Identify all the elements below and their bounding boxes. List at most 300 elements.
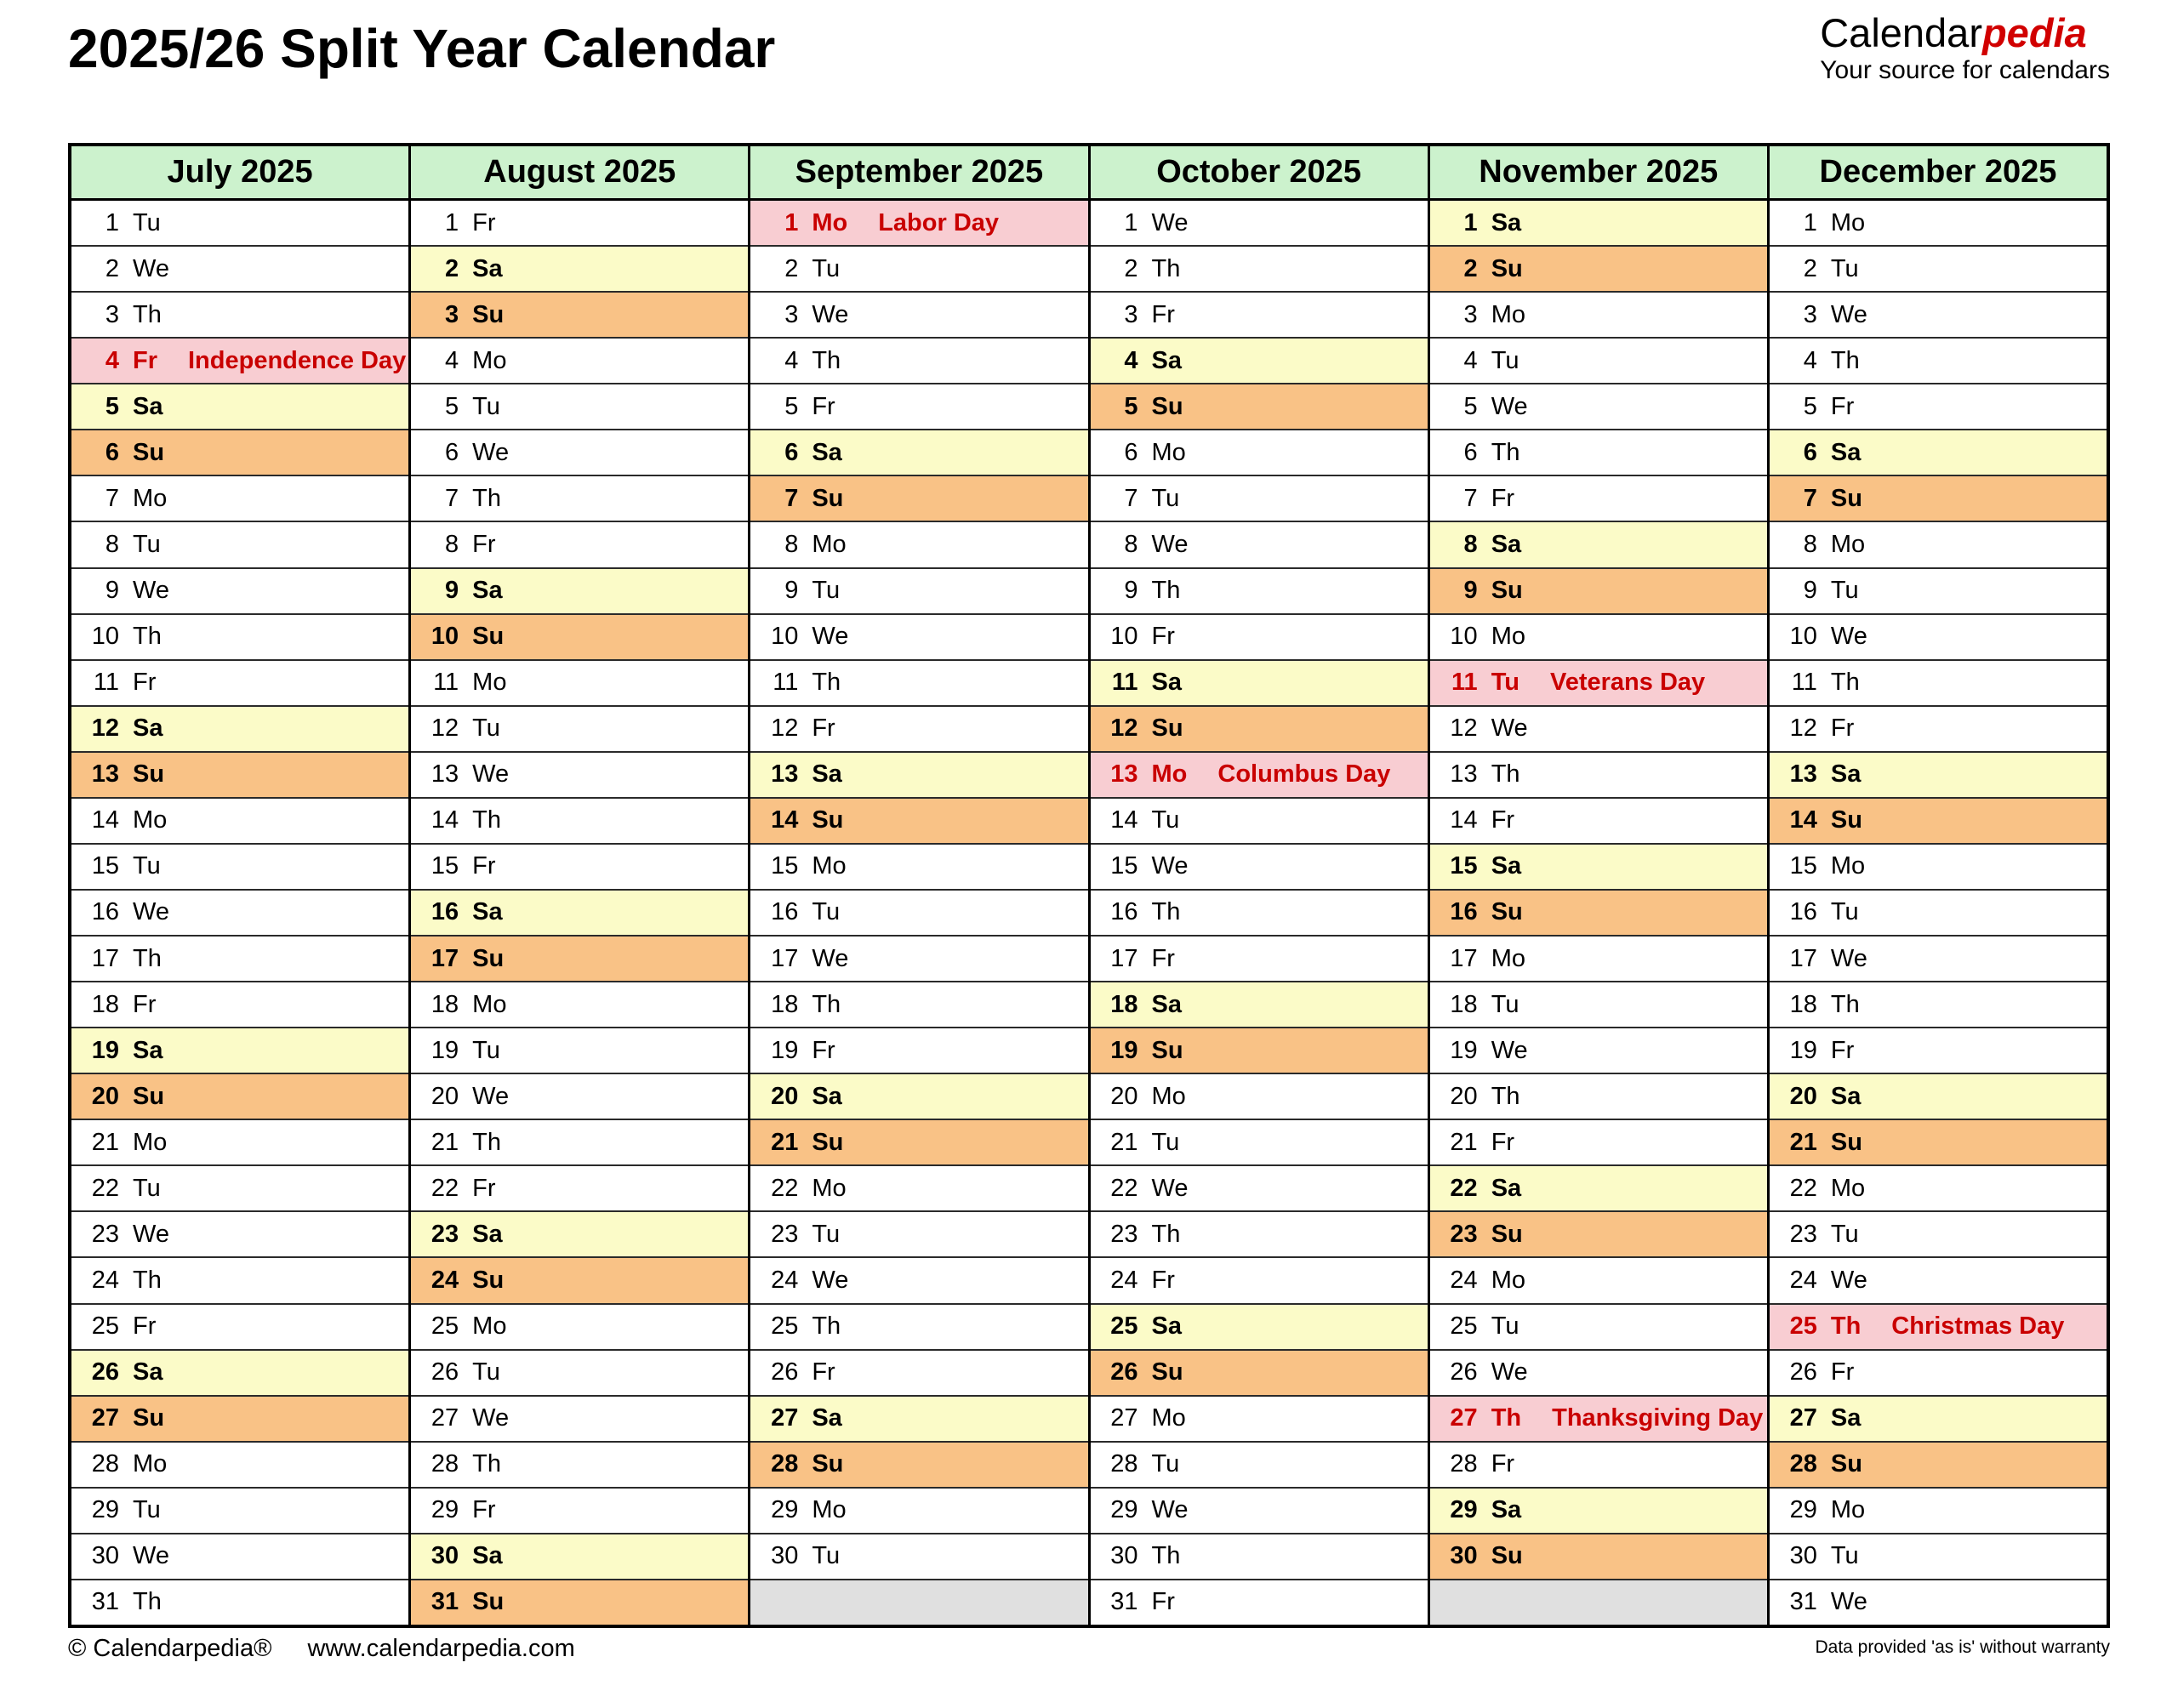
day-number: 14 — [1450, 806, 1478, 834]
day-number: 31 — [430, 1588, 459, 1616]
day-cell-july-30 — [71, 1533, 408, 1579]
weekday-label: We — [1491, 1358, 1528, 1386]
day-cell-october-6 — [1091, 429, 1428, 475]
day-number: 7 — [105, 484, 119, 512]
weekday-label: Tu — [1151, 806, 1180, 834]
weekday-label: Su — [1491, 1220, 1523, 1248]
weekday-label: Th — [812, 346, 841, 374]
day-number: 19 — [91, 1036, 119, 1064]
weekday-label: Su — [1151, 715, 1183, 743]
day-number: 28 — [1450, 1450, 1478, 1478]
weekday-label: Tu — [472, 715, 500, 743]
month-column-november — [1428, 146, 1767, 1625]
day-number: 6 — [1463, 438, 1478, 466]
day-number: 14 — [91, 806, 119, 834]
month-header-november: November 2025 — [1430, 146, 1767, 201]
calendarpedia-brand — [1820, 12, 2110, 85]
day-number: 23 — [1789, 1220, 1817, 1248]
day-number: 3 — [1463, 300, 1478, 328]
weekday-label: Th — [1151, 898, 1181, 926]
weekday-label: Th — [133, 1588, 162, 1616]
day-number: 22 — [771, 1174, 799, 1202]
day-cell-july-28 — [71, 1441, 408, 1487]
day-number: 1 — [1463, 208, 1478, 236]
weekday-label: Sa — [1830, 1404, 1862, 1432]
weekday-label: Tu — [812, 1542, 841, 1570]
weekday-label: Tu — [133, 852, 161, 880]
day-number: 11 — [1451, 669, 1478, 697]
day-number: 19 — [1450, 1036, 1478, 1064]
day-number: 27 — [1789, 1404, 1817, 1432]
day-number: 15 — [430, 852, 459, 880]
day-number: 24 — [771, 1266, 799, 1294]
weekday-label: We — [1830, 1266, 1867, 1294]
day-cell-october-15 — [1091, 843, 1428, 889]
day-cell-november-17 — [1430, 935, 1767, 981]
day-number: 10 — [771, 623, 799, 651]
day-number: 13 — [1450, 760, 1478, 789]
day-cell-november-16 — [1430, 889, 1767, 935]
brand-tagline: Your source for calendars — [1820, 55, 2110, 84]
day-cell-october-7 — [1091, 475, 1428, 521]
day-number: 24 — [1110, 1266, 1138, 1294]
weekday-label: Sa — [1830, 1082, 1862, 1110]
weekday-label: Fr — [812, 715, 835, 743]
month-header-august: August 2025 — [411, 146, 748, 201]
day-number: 28 — [771, 1450, 799, 1478]
day-cell-july-26 — [71, 1349, 408, 1395]
day-number: 29 — [1450, 1496, 1478, 1524]
day-number: 6 — [445, 438, 459, 466]
day-cell-october-19 — [1091, 1027, 1428, 1073]
day-cell-december-29 — [1770, 1487, 2107, 1533]
day-number: 9 — [784, 577, 799, 605]
day-cell-november-29 — [1430, 1487, 1767, 1533]
day-cell-july-7 — [71, 475, 408, 521]
day-cell-december-20 — [1770, 1073, 2107, 1119]
day-number: 30 — [1450, 1542, 1478, 1570]
day-number: 2 — [784, 254, 799, 282]
day-number: 4 — [784, 346, 799, 374]
weekday-label: Mo — [1491, 623, 1525, 651]
weekday-label: Tu — [812, 898, 841, 926]
weekday-label: Sa — [1151, 346, 1182, 374]
day-number: 31 — [91, 1588, 119, 1616]
weekday-label: Th — [133, 300, 162, 328]
day-number: 28 — [430, 1450, 459, 1478]
day-cell-november-28 — [1430, 1441, 1767, 1487]
day-cell-october-22 — [1091, 1164, 1428, 1210]
weekday-label: Sa — [1491, 208, 1522, 236]
weekday-label: Tu — [1491, 990, 1519, 1018]
day-cell-november-22 — [1430, 1164, 1767, 1210]
weekday-label: Th — [812, 1312, 841, 1341]
day-number: 3 — [1124, 300, 1138, 328]
day-number: 17 — [1789, 944, 1817, 972]
day-cell-september-7 — [750, 475, 1087, 521]
day-cell-july-3 — [71, 291, 408, 337]
day-number: 5 — [105, 392, 119, 420]
day-number: 26 — [1450, 1358, 1478, 1386]
day-cell-november-6 — [1430, 429, 1767, 475]
day-cell-december-18 — [1770, 981, 2107, 1027]
day-number: 11 — [773, 669, 799, 697]
weekday-label: We — [133, 254, 169, 282]
day-cell-october-28 — [1091, 1441, 1428, 1487]
weekday-label: Su — [1151, 392, 1183, 420]
weekday-label: Tu — [1151, 1450, 1180, 1478]
day-number: 17 — [91, 944, 119, 972]
day-number: 17 — [430, 944, 459, 972]
day-cell-november-20 — [1430, 1073, 1767, 1119]
day-cell-december-15 — [1770, 843, 2107, 889]
weekday-label: Fr — [1151, 944, 1175, 972]
day-number: 19 — [430, 1036, 459, 1064]
day-cell-october-27 — [1091, 1395, 1428, 1441]
website-link[interactable]: www.calendarpedia.com — [307, 1635, 575, 1662]
day-cell-october-3 — [1091, 291, 1428, 337]
day-number: 27 — [1110, 1404, 1138, 1432]
day-cell-december-14 — [1770, 797, 2107, 843]
day-number: 16 — [1789, 898, 1817, 926]
weekday-label: Fr — [472, 1496, 496, 1524]
day-cell-september-14 — [750, 797, 1087, 843]
day-number: 13 — [771, 760, 799, 789]
weekday-label: Th — [472, 806, 502, 834]
day-number: 9 — [445, 577, 459, 605]
day-number: 20 — [91, 1082, 119, 1110]
month-header-july: July 2025 — [71, 146, 408, 201]
day-cell-july-15 — [71, 843, 408, 889]
weekday-label: Sa — [1151, 669, 1182, 697]
day-cell-august-11 — [411, 659, 748, 705]
day-cell-july-25 — [71, 1303, 408, 1349]
day-cell-august-22 — [411, 1164, 748, 1210]
weekday-label: Sa — [472, 254, 503, 282]
weekday-label: We — [472, 1404, 510, 1432]
weekday-label: Su — [1491, 898, 1523, 926]
day-number: 9 — [1803, 577, 1817, 605]
empty-cell-november-31 — [1430, 1579, 1767, 1625]
day-cell-september-6 — [750, 429, 1087, 475]
day-number: 20 — [1789, 1082, 1817, 1110]
weekday-label: Mo — [1151, 438, 1186, 466]
weekday-label: Th — [1151, 1220, 1181, 1248]
day-cell-october-16 — [1091, 889, 1428, 935]
day-number: 21 — [771, 1128, 799, 1156]
day-number: 16 — [771, 898, 799, 926]
day-number: 2 — [1803, 254, 1817, 282]
weekday-label: Mo — [1491, 300, 1525, 328]
logo-text-red: pedia — [1981, 10, 2087, 55]
day-cell-november-30 — [1430, 1533, 1767, 1579]
day-cell-july-21 — [71, 1119, 408, 1164]
day-number: 18 — [430, 990, 459, 1018]
day-cell-september-2 — [750, 245, 1087, 291]
holiday-label: Christmas Day — [1891, 1312, 2065, 1341]
day-cell-november-18 — [1430, 981, 1767, 1027]
weekday-label: Sa — [133, 1036, 163, 1064]
day-cell-november-21 — [1430, 1119, 1767, 1164]
weekday-label: Th — [1151, 577, 1181, 605]
day-cell-july-31 — [71, 1579, 408, 1625]
day-cell-november-27 — [1430, 1395, 1767, 1441]
day-cell-december-6 — [1770, 429, 2107, 475]
weekday-label: Mo — [1830, 208, 1866, 236]
weekday-label: Sa — [133, 715, 163, 743]
day-number: 20 — [1450, 1082, 1478, 1110]
day-number: 22 — [1789, 1174, 1817, 1202]
day-cell-august-25 — [411, 1303, 748, 1349]
day-number: 17 — [1450, 944, 1478, 972]
weekday-label: Mo — [133, 806, 168, 834]
weekday-label: Mo — [472, 990, 507, 1018]
day-number: 22 — [91, 1174, 119, 1202]
day-cell-october-11 — [1091, 659, 1428, 705]
day-number: 13 — [91, 760, 119, 789]
day-cell-november-5 — [1430, 383, 1767, 429]
weekday-label: Tu — [472, 392, 500, 420]
day-cell-october-12 — [1091, 705, 1428, 751]
weekday-label: Th — [1491, 438, 1520, 466]
month-column-july — [71, 146, 408, 1625]
day-number: 15 — [91, 852, 119, 880]
weekday-label: Su — [1830, 1450, 1862, 1478]
day-cell-october-21 — [1091, 1119, 1428, 1164]
day-cell-august-12 — [411, 705, 748, 751]
day-number: 21 — [1450, 1128, 1478, 1156]
day-cell-october-2 — [1091, 245, 1428, 291]
day-cell-october-25 — [1091, 1303, 1428, 1349]
weekday-label: Th — [812, 990, 841, 1018]
weekday-label: Mo — [472, 1312, 507, 1341]
page-header — [68, 0, 2110, 143]
day-number: 29 — [771, 1496, 799, 1524]
day-cell-july-19 — [71, 1027, 408, 1073]
day-number: 7 — [1124, 484, 1138, 512]
day-number: 20 — [771, 1082, 799, 1110]
day-cell-july-20 — [71, 1073, 408, 1119]
weekday-label: We — [1830, 300, 1867, 328]
day-cell-september-17 — [750, 935, 1087, 981]
day-cell-november-9 — [1430, 567, 1767, 613]
weekday-label: Fr — [472, 208, 496, 236]
weekday-label: Tu — [812, 577, 841, 605]
day-number: 25 — [1789, 1312, 1817, 1341]
weekday-label: Tu — [812, 254, 841, 282]
weekday-label: Fr — [812, 1358, 835, 1386]
day-number: 19 — [1789, 1036, 1817, 1064]
calendarpedia-logo — [1820, 12, 2110, 55]
day-cell-december-30 — [1770, 1533, 2107, 1579]
day-number: 29 — [91, 1496, 119, 1524]
weekday-label: Su — [1151, 1036, 1183, 1064]
day-number: 26 — [1789, 1358, 1817, 1386]
weekday-label: Su — [133, 438, 165, 466]
day-cell-september-21 — [750, 1119, 1087, 1164]
day-number: 23 — [771, 1220, 799, 1248]
day-cell-october-30 — [1091, 1533, 1428, 1579]
day-number: 14 — [1110, 806, 1138, 834]
day-number: 25 — [1110, 1312, 1138, 1341]
weekday-label: Fr — [1491, 806, 1515, 834]
weekday-label: Tu — [1830, 1220, 1859, 1248]
weekday-label: Tu — [1491, 1312, 1519, 1341]
day-cell-july-16 — [71, 889, 408, 935]
weekday-label: We — [133, 1542, 169, 1570]
day-cell-october-26 — [1091, 1349, 1428, 1395]
day-cell-december-2 — [1770, 245, 2107, 291]
weekday-label: Fr — [133, 346, 157, 374]
weekday-label: Su — [812, 1450, 844, 1478]
weekday-label: Su — [812, 1128, 844, 1156]
day-number: 23 — [1450, 1220, 1478, 1248]
day-cell-july-10 — [71, 613, 408, 659]
weekday-label: Su — [1830, 484, 1862, 512]
day-number: 18 — [1789, 990, 1817, 1018]
day-number: 2 — [105, 254, 119, 282]
day-cell-august-1 — [411, 201, 748, 245]
weekday-label: Tu — [1830, 898, 1859, 926]
weekday-label: Sa — [1151, 1312, 1182, 1341]
weekday-label: Tu — [1151, 1128, 1180, 1156]
day-cell-august-14 — [411, 797, 748, 843]
day-number: 11 — [1111, 669, 1138, 697]
day-cell-september-24 — [750, 1256, 1087, 1302]
day-cell-july-22 — [71, 1164, 408, 1210]
day-cell-november-23 — [1430, 1210, 1767, 1256]
day-cell-december-17 — [1770, 935, 2107, 981]
weekday-label: We — [1151, 1496, 1189, 1524]
day-number: 15 — [1789, 852, 1817, 880]
day-cell-december-25 — [1770, 1303, 2107, 1349]
weekday-label: Fr — [472, 1174, 496, 1202]
month-header-september: September 2025 — [750, 146, 1087, 201]
weekday-label: We — [472, 760, 510, 789]
day-cell-july-12 — [71, 705, 408, 751]
day-cell-december-12 — [1770, 705, 2107, 751]
day-cell-september-5 — [750, 383, 1087, 429]
day-number: 27 — [430, 1404, 459, 1432]
copyright-text: © Calendarpedia® — [68, 1635, 272, 1662]
day-cell-august-31 — [411, 1579, 748, 1625]
day-number: 21 — [1789, 1128, 1817, 1156]
day-cell-december-21 — [1770, 1119, 2107, 1164]
weekday-label: Sa — [812, 1082, 842, 1110]
day-cell-july-5 — [71, 383, 408, 429]
weekday-label: We — [472, 438, 510, 466]
day-number: 11 — [433, 669, 459, 697]
day-cell-september-13 — [750, 751, 1087, 797]
day-number: 28 — [1110, 1450, 1138, 1478]
weekday-label: We — [133, 577, 169, 605]
day-number: 14 — [771, 806, 799, 834]
weekday-label: We — [812, 623, 849, 651]
day-cell-september-29 — [750, 1487, 1087, 1533]
day-number: 28 — [1789, 1450, 1817, 1478]
day-cell-october-9 — [1091, 567, 1428, 613]
weekday-label: Sa — [472, 1220, 503, 1248]
day-number: 4 — [1803, 346, 1817, 374]
weekday-label: Tu — [133, 530, 161, 558]
weekday-label: Su — [133, 760, 165, 789]
weekday-label: We — [133, 898, 169, 926]
day-number: 24 — [430, 1266, 459, 1294]
weekday-label: Su — [472, 1266, 505, 1294]
day-number: 17 — [1110, 944, 1138, 972]
day-number: 24 — [1450, 1266, 1478, 1294]
day-cell-august-13 — [411, 751, 748, 797]
day-cell-august-20 — [411, 1073, 748, 1119]
day-cell-july-4 — [71, 337, 408, 383]
day-number: 2 — [1124, 254, 1138, 282]
day-cell-october-31 — [1091, 1579, 1428, 1625]
day-number: 27 — [771, 1404, 799, 1432]
weekday-label: Mo — [812, 1496, 847, 1524]
weekday-label: Fr — [1491, 1128, 1515, 1156]
day-number: 3 — [445, 300, 459, 328]
calendar-table — [68, 143, 2110, 1628]
day-number: 18 — [91, 990, 119, 1018]
weekday-label: Sa — [812, 438, 842, 466]
day-cell-december-16 — [1770, 889, 2107, 935]
weekday-label: Fr — [1830, 392, 1855, 420]
page-title: 2025/26 Split Year Calendar — [68, 18, 776, 79]
day-cell-august-30 — [411, 1533, 748, 1579]
day-cell-october-29 — [1091, 1487, 1428, 1533]
weekday-label: Th — [1830, 990, 1860, 1018]
day-cell-november-8 — [1430, 521, 1767, 566]
weekday-label: Mo — [472, 669, 507, 697]
day-number: 15 — [1110, 852, 1138, 880]
day-cell-august-29 — [411, 1487, 748, 1533]
day-cell-november-25 — [1430, 1303, 1767, 1349]
weekday-label: Th — [133, 623, 162, 651]
day-number: 13 — [1110, 760, 1138, 789]
day-number: 8 — [445, 530, 459, 558]
day-number: 22 — [1450, 1174, 1478, 1202]
day-cell-december-31 — [1770, 1579, 2107, 1625]
day-number: 25 — [771, 1312, 799, 1341]
weekday-label: Tu — [1491, 669, 1519, 697]
disclaimer-text: Data provided 'as is' without warranty — [1815, 1637, 2110, 1657]
day-cell-august-3 — [411, 291, 748, 337]
day-cell-november-19 — [1430, 1027, 1767, 1073]
weekday-label: Th — [1491, 1082, 1520, 1110]
weekday-label: Th — [1830, 669, 1860, 697]
weekday-label: We — [133, 1220, 169, 1248]
day-cell-november-7 — [1430, 475, 1767, 521]
day-number: 27 — [1450, 1404, 1478, 1432]
day-number: 19 — [1110, 1036, 1138, 1064]
weekday-label: Fr — [1830, 1036, 1855, 1064]
day-cell-july-27 — [71, 1395, 408, 1441]
day-cell-july-13 — [71, 751, 408, 797]
day-cell-september-19 — [750, 1027, 1087, 1073]
weekday-label: We — [472, 1082, 510, 1110]
day-cell-september-23 — [750, 1210, 1087, 1256]
day-number: 6 — [784, 438, 799, 466]
day-number: 10 — [1110, 623, 1138, 651]
day-cell-november-12 — [1430, 705, 1767, 751]
day-number: 17 — [771, 944, 799, 972]
day-cell-december-3 — [1770, 291, 2107, 337]
day-cell-august-27 — [411, 1395, 748, 1441]
day-cell-december-23 — [1770, 1210, 2107, 1256]
day-cell-september-28 — [750, 1441, 1087, 1487]
day-cell-december-13 — [1770, 751, 2107, 797]
day-cell-october-8 — [1091, 521, 1428, 566]
